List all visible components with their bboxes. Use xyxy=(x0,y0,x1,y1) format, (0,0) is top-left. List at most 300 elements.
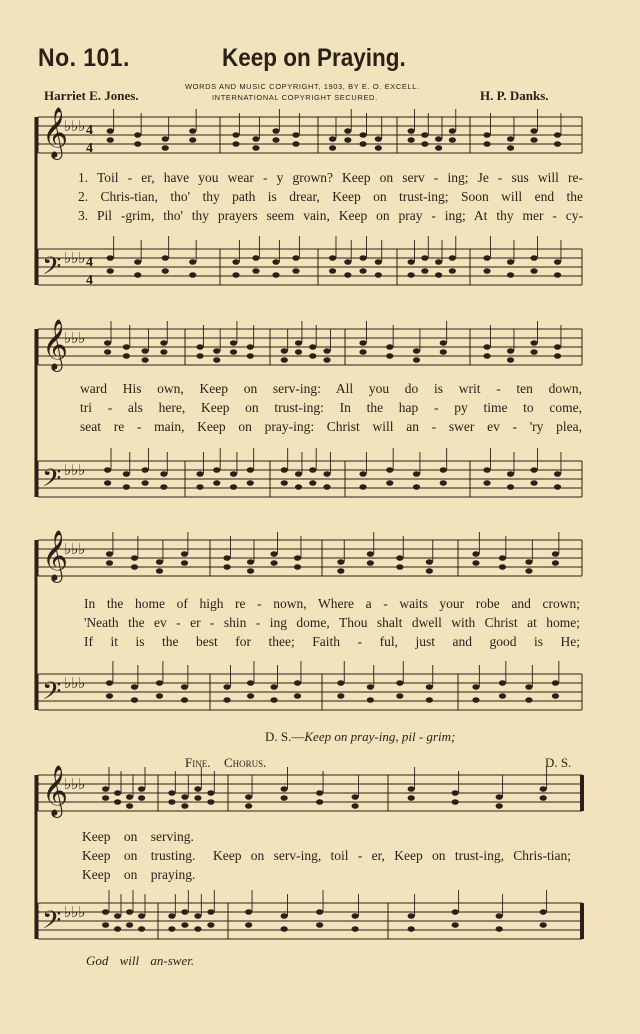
note-head xyxy=(107,268,114,274)
note-head xyxy=(294,680,301,686)
note-head xyxy=(413,357,420,363)
note-head xyxy=(272,128,279,134)
note-head xyxy=(114,799,121,805)
chorus-line-3: Keep on praying. xyxy=(82,867,196,882)
note-head xyxy=(359,349,366,355)
note-head xyxy=(507,272,514,278)
note-head xyxy=(507,348,514,354)
note-head xyxy=(375,259,382,265)
key-flat-icon: ♭♭♭ xyxy=(64,119,86,135)
note-head xyxy=(123,484,130,490)
note-head xyxy=(554,471,561,477)
verse-2-line-3: 'Neath the ev - er - shin - ing dome, Thou shalt dwell with Christ at home; xyxy=(84,615,580,630)
note-head xyxy=(194,795,201,801)
note-head xyxy=(483,353,490,359)
note-head xyxy=(162,145,169,151)
note-head xyxy=(194,926,201,932)
note-head xyxy=(102,795,109,801)
note-head xyxy=(316,799,323,805)
note-head xyxy=(189,128,196,134)
note-head xyxy=(530,480,537,486)
time-signature: 4 xyxy=(86,123,93,138)
note-head xyxy=(196,344,203,350)
note-head xyxy=(223,697,230,703)
note-head xyxy=(252,268,259,274)
verse-2-line-1: 2. Chris-tian, tho' thy path is drear, Keep on trust-ing; Soon will end the xyxy=(78,189,583,204)
note-head xyxy=(142,480,149,486)
note-head xyxy=(337,693,344,699)
note-head xyxy=(483,255,490,261)
note-head xyxy=(359,255,366,261)
note-head xyxy=(483,268,490,274)
note-head xyxy=(102,786,109,792)
note-head xyxy=(107,137,114,143)
note-head xyxy=(292,255,299,261)
note-head xyxy=(162,268,169,274)
note-head xyxy=(272,137,279,143)
note-head xyxy=(207,922,214,928)
note-head xyxy=(181,560,188,566)
note-head xyxy=(181,909,188,915)
note-head xyxy=(247,344,254,350)
note-head xyxy=(496,794,503,800)
note-head xyxy=(316,790,323,796)
note-head xyxy=(309,467,316,473)
note-head xyxy=(375,136,382,142)
note-head xyxy=(323,357,330,363)
note-head xyxy=(496,803,503,809)
note-head xyxy=(472,560,479,566)
note-head xyxy=(359,132,366,138)
note-head xyxy=(525,559,532,565)
note-head xyxy=(452,909,459,915)
note-head xyxy=(181,922,188,928)
note-head xyxy=(483,132,490,138)
note-head xyxy=(367,551,374,557)
note-head xyxy=(168,926,175,932)
note-head xyxy=(367,684,374,690)
note-head xyxy=(160,340,167,346)
note-head xyxy=(359,268,366,274)
note-head xyxy=(189,137,196,143)
note-head xyxy=(131,564,138,570)
note-head xyxy=(230,484,237,490)
note-head xyxy=(223,564,230,570)
note-head xyxy=(252,145,259,151)
note-head xyxy=(329,136,336,142)
note-head xyxy=(126,794,133,800)
note-head xyxy=(396,680,403,686)
note-head xyxy=(540,795,547,801)
note-head xyxy=(245,803,252,809)
note-head xyxy=(530,128,537,134)
note-head xyxy=(499,564,506,570)
note-head xyxy=(247,693,254,699)
note-head xyxy=(123,344,130,350)
note-head xyxy=(162,136,169,142)
composer: H. P. Danks. xyxy=(480,88,549,103)
note-head xyxy=(134,132,141,138)
note-head xyxy=(213,348,220,354)
note-head xyxy=(104,467,111,473)
note-head xyxy=(181,697,188,703)
note-head xyxy=(413,484,420,490)
key-flat-icon: ♭♭♭ xyxy=(64,251,86,267)
note-head xyxy=(408,786,415,792)
note-head xyxy=(292,268,299,274)
note-head xyxy=(247,568,254,574)
note-head xyxy=(483,344,490,350)
note-head xyxy=(168,799,175,805)
note-head xyxy=(344,128,351,134)
note-head xyxy=(525,697,532,703)
note-head xyxy=(413,348,420,354)
note-head xyxy=(483,141,490,147)
note-head xyxy=(472,684,479,690)
note-head xyxy=(189,272,196,278)
note-head xyxy=(295,340,302,346)
note-head xyxy=(426,568,433,574)
note-head xyxy=(138,913,145,919)
note-head xyxy=(472,697,479,703)
note-head xyxy=(114,790,121,796)
note-head xyxy=(123,353,130,359)
note-head xyxy=(329,268,336,274)
note-head xyxy=(194,786,201,792)
note-head xyxy=(156,680,163,686)
note-head xyxy=(452,799,459,805)
note-head xyxy=(245,794,252,800)
verse-1-line-1: 1. Toil - er, have you wear - y grown? Keep on serv - ing; Je - sus will re- xyxy=(78,170,583,185)
time-signature: 4 xyxy=(86,255,93,270)
note-head xyxy=(102,922,109,928)
note-head xyxy=(309,344,316,350)
note-head xyxy=(138,786,145,792)
ds-label xyxy=(265,729,455,745)
note-head xyxy=(160,484,167,490)
note-head xyxy=(435,259,442,265)
note-head xyxy=(181,794,188,800)
note-head xyxy=(440,349,447,355)
note-head xyxy=(272,272,279,278)
note-head xyxy=(104,480,111,486)
note-head xyxy=(232,272,239,278)
note-head xyxy=(230,340,237,346)
note-head xyxy=(552,693,559,699)
note-head xyxy=(281,480,288,486)
note-head xyxy=(295,349,302,355)
ds-marking: D. S. xyxy=(545,755,572,770)
note-head xyxy=(386,344,393,350)
note-head xyxy=(359,141,366,147)
note-head xyxy=(295,484,302,490)
note-head xyxy=(426,559,433,565)
note-head xyxy=(104,349,111,355)
verse-1-line-3: In the home of high re - nown, Where a - waits your robe and crown; xyxy=(84,596,580,611)
bass-lyric: God will an-swer. xyxy=(86,953,195,968)
time-signature: 4 xyxy=(86,141,93,156)
note-head xyxy=(270,697,277,703)
note-head xyxy=(126,922,133,928)
note-head xyxy=(189,259,196,265)
key-flat-icon: ♭♭♭ xyxy=(64,676,86,692)
note-head xyxy=(309,353,316,359)
note-head xyxy=(426,684,433,690)
note-head xyxy=(213,480,220,486)
note-head xyxy=(359,340,366,346)
note-head xyxy=(223,684,230,690)
hymn-number: No. 101. xyxy=(38,44,130,72)
note-head xyxy=(554,484,561,490)
note-head xyxy=(232,132,239,138)
note-head xyxy=(359,471,366,477)
note-head xyxy=(281,467,288,473)
treble-clef-icon: 𝄞 xyxy=(42,530,69,581)
note-head xyxy=(106,680,113,686)
note-head xyxy=(408,926,415,932)
note-head xyxy=(123,471,130,477)
note-head xyxy=(344,137,351,143)
key-flat-icon: ♭♭♭ xyxy=(64,463,86,479)
treble-clef-icon: 𝄞 xyxy=(42,765,69,816)
note-head xyxy=(421,132,428,138)
note-head xyxy=(408,259,415,265)
note-head xyxy=(554,132,561,138)
note-head xyxy=(126,803,133,809)
note-head xyxy=(134,259,141,265)
verse-3-line-2: seat re - main, Keep on pray-ing: Christ will an - swer ev - 'ry plea, xyxy=(80,419,582,434)
note-head xyxy=(168,790,175,796)
note-head xyxy=(396,555,403,561)
note-head xyxy=(408,137,415,143)
note-head xyxy=(213,357,220,363)
note-head xyxy=(540,909,547,915)
note-head xyxy=(245,909,252,915)
note-head xyxy=(337,568,344,574)
note-head xyxy=(352,803,359,809)
note-head xyxy=(131,697,138,703)
note-head xyxy=(294,564,301,570)
bass-clef-icon: 𝄢 xyxy=(42,252,62,287)
note-head xyxy=(435,145,442,151)
chorus-marking: Chorus. xyxy=(224,755,267,770)
note-head xyxy=(232,141,239,147)
note-head xyxy=(316,922,323,928)
note-head xyxy=(270,684,277,690)
note-head xyxy=(496,926,503,932)
note-head xyxy=(554,344,561,350)
note-head xyxy=(294,555,301,561)
note-head xyxy=(106,560,113,566)
note-head xyxy=(294,693,301,699)
note-head xyxy=(507,145,514,151)
note-head xyxy=(292,132,299,138)
note-head xyxy=(408,272,415,278)
note-head xyxy=(440,340,447,346)
note-head xyxy=(449,128,456,134)
note-head xyxy=(247,353,254,359)
note-head xyxy=(499,680,506,686)
note-head xyxy=(247,680,254,686)
note-head xyxy=(156,568,163,574)
note-head xyxy=(375,272,382,278)
note-head xyxy=(106,693,113,699)
note-head xyxy=(396,693,403,699)
note-head xyxy=(323,348,330,354)
verse-3-line-3: If it is the best for thee; Faith - ful, just and good is He; xyxy=(84,634,580,649)
note-head xyxy=(181,551,188,557)
verse-1-line-2: ward His own, Keep on serv-ing: All you do is writ - ten down, xyxy=(80,381,582,396)
note-head xyxy=(223,555,230,561)
note-head xyxy=(230,349,237,355)
lyricist: Harriet E. Jones. xyxy=(44,88,139,103)
note-head xyxy=(440,467,447,473)
ds-text: Keep on pray-ing, pil - grim; xyxy=(304,729,456,744)
note-head xyxy=(114,926,121,932)
chorus-line-1: Keep on serving. xyxy=(82,829,194,844)
note-head xyxy=(292,141,299,147)
note-head xyxy=(396,564,403,570)
note-head xyxy=(102,909,109,915)
treble-clef-icon: 𝄞 xyxy=(42,107,69,158)
note-head xyxy=(196,353,203,359)
note-head xyxy=(142,357,149,363)
copyright-line-2: INTERNATIONAL COPYRIGHT SECURED. xyxy=(212,93,378,102)
note-head xyxy=(352,913,359,919)
note-head xyxy=(440,480,447,486)
note-head xyxy=(142,467,149,473)
verse-3-line-1: 3. Pil -grim, tho' thy prayers seem vain, Keep on pray - ing; At thy mer - cy- xyxy=(78,208,583,223)
note-head xyxy=(408,128,415,134)
note-head xyxy=(554,272,561,278)
note-head xyxy=(507,471,514,477)
note-head xyxy=(252,255,259,261)
note-head xyxy=(114,913,121,919)
note-head xyxy=(207,799,214,805)
note-head xyxy=(507,484,514,490)
note-head xyxy=(107,255,114,261)
note-head xyxy=(160,471,167,477)
note-head xyxy=(530,137,537,143)
note-head xyxy=(552,551,559,557)
note-head xyxy=(413,471,420,477)
note-head xyxy=(281,786,288,792)
note-head xyxy=(329,145,336,151)
note-head xyxy=(421,255,428,261)
note-head xyxy=(496,913,503,919)
note-head xyxy=(367,560,374,566)
hymn-title: Keep on Praying. xyxy=(222,44,406,72)
note-head xyxy=(554,259,561,265)
note-head xyxy=(329,255,336,261)
note-head xyxy=(359,484,366,490)
note-head xyxy=(386,480,393,486)
note-head xyxy=(247,467,254,473)
bass-clef-icon: 𝄢 xyxy=(42,464,62,499)
key-flat-icon: ♭♭♭ xyxy=(64,542,86,558)
note-head xyxy=(160,349,167,355)
note-head xyxy=(252,136,259,142)
note-head xyxy=(483,467,490,473)
note-head xyxy=(207,909,214,915)
note-head xyxy=(452,790,459,796)
note-head xyxy=(352,926,359,932)
note-head xyxy=(525,568,532,574)
note-head xyxy=(281,348,288,354)
note-head xyxy=(196,471,203,477)
key-flat-icon: ♭♭♭ xyxy=(64,905,86,921)
note-head xyxy=(323,471,330,477)
note-head xyxy=(309,480,316,486)
note-head xyxy=(540,786,547,792)
note-head xyxy=(344,272,351,278)
note-head xyxy=(138,926,145,932)
note-head xyxy=(281,795,288,801)
note-head xyxy=(435,272,442,278)
note-head xyxy=(483,480,490,486)
note-head xyxy=(131,684,138,690)
note-head xyxy=(530,268,537,274)
note-head xyxy=(181,684,188,690)
note-head xyxy=(272,259,279,265)
note-head xyxy=(540,922,547,928)
note-head xyxy=(270,551,277,557)
note-head xyxy=(552,560,559,566)
note-head xyxy=(337,559,344,565)
chorus-refrain: Keep on serv-ing, toil - er, Keep on trust-ing, Chris-tian; xyxy=(213,848,571,863)
note-head xyxy=(507,136,514,142)
note-head xyxy=(421,141,428,147)
note-head xyxy=(507,259,514,265)
note-head xyxy=(247,480,254,486)
note-head xyxy=(207,790,214,796)
note-head xyxy=(281,913,288,919)
note-head xyxy=(554,141,561,147)
note-head xyxy=(270,560,277,566)
note-head xyxy=(232,259,239,265)
note-head xyxy=(181,803,188,809)
note-head xyxy=(426,697,433,703)
note-head xyxy=(106,551,113,557)
note-head xyxy=(230,471,237,477)
bass-clef-icon: 𝄢 xyxy=(42,906,62,941)
fine-marking: Fine. xyxy=(185,755,211,770)
note-head xyxy=(499,555,506,561)
note-head xyxy=(247,559,254,565)
key-flat-icon: ♭♭♭ xyxy=(64,777,86,793)
ds-prefix: D. S.— xyxy=(265,729,305,744)
note-head xyxy=(196,484,203,490)
note-head xyxy=(142,348,149,354)
note-head xyxy=(472,551,479,557)
note-head xyxy=(104,340,111,346)
note-head xyxy=(316,909,323,915)
note-head xyxy=(449,268,456,274)
note-head xyxy=(408,913,415,919)
note-head xyxy=(337,680,344,686)
key-flat-icon: ♭♭♭ xyxy=(64,331,86,347)
note-head xyxy=(530,349,537,355)
note-head xyxy=(213,467,220,473)
note-head xyxy=(134,141,141,147)
note-head xyxy=(156,693,163,699)
note-head xyxy=(156,559,163,565)
note-head xyxy=(386,353,393,359)
note-head xyxy=(126,909,133,915)
note-head xyxy=(499,693,506,699)
note-head xyxy=(367,697,374,703)
note-head xyxy=(386,467,393,473)
